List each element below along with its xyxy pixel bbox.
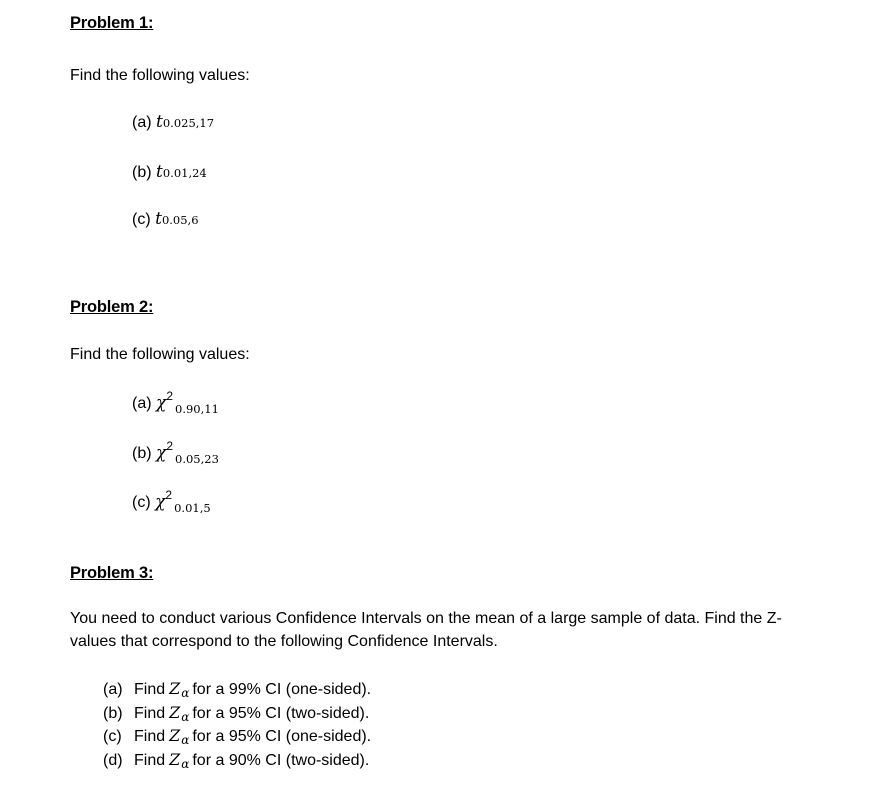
z-alpha — [169, 750, 189, 769]
find-word: Find — [134, 704, 166, 722]
problem1-instruction: Find the following values: — [70, 67, 250, 84]
item-label: (b) — [132, 164, 152, 181]
alpha-subscript: α — [181, 709, 190, 724]
item-label: (a) — [132, 395, 152, 412]
t-symbol: t — [156, 162, 163, 182]
chi-subscript: 0.05,23 — [175, 452, 219, 466]
list-item — [103, 702, 371, 726]
chi-symbol: χ — [156, 443, 167, 463]
problem1-item-c — [132, 209, 199, 229]
problem2-instruction: Find the following values: — [70, 346, 250, 363]
problem1-item-b — [132, 162, 207, 182]
problem1-item-a — [132, 112, 214, 132]
z-symbol: Z — [169, 679, 181, 698]
chi-superscript: 2 — [166, 389, 174, 403]
item-text: for a 90% CI (two-sided). — [192, 751, 370, 769]
find-word: Find — [134, 728, 166, 745]
list-item — [103, 749, 371, 773]
z-alpha — [169, 726, 189, 745]
list-item — [103, 678, 371, 702]
list-item — [103, 725, 371, 749]
chi-subscript: 0.90,11 — [175, 402, 219, 416]
chi-superscript: 2 — [166, 439, 174, 453]
item-label: (a) — [103, 681, 123, 698]
z-alpha — [169, 703, 189, 722]
item-label: (b) — [132, 445, 152, 462]
t-subscript: 0.05,6 — [161, 213, 199, 227]
t-symbol: t — [156, 112, 163, 132]
item-label: (c) — [103, 728, 122, 745]
item-text: for a 95% CI (two-sided). — [192, 704, 370, 722]
item-label: (c) — [132, 211, 151, 228]
problem3-list — [103, 678, 371, 772]
item-label: (d) — [103, 751, 123, 769]
alpha-subscript: α — [181, 756, 190, 771]
item-text: for a 99% CI (one-sided). — [192, 681, 372, 698]
alpha-subscript: α — [181, 686, 190, 700]
item-label: (a) — [132, 114, 152, 131]
problem3-paragraph-line1: You need to conduct various Confidence Intervals on the mean of a large sample of data. Find the Z- — [70, 610, 782, 627]
problem2-item-c — [132, 488, 211, 515]
problem3-paragraph-line2: values that correspond to the following Confidence Intervals. — [70, 633, 498, 650]
alpha-subscript: α — [181, 733, 190, 747]
z-symbol: Z — [169, 702, 181, 722]
z-symbol: Z — [169, 726, 181, 745]
z-alpha — [169, 679, 189, 698]
t-subscript: 0.025,17 — [162, 116, 215, 130]
z-symbol: Z — [169, 749, 181, 769]
chi-superscript: 2 — [165, 488, 173, 502]
find-word: Find — [134, 681, 166, 698]
item-text: for a 95% CI (one-sided). — [192, 728, 372, 745]
problem2-item-b — [132, 439, 219, 466]
problem3-heading: Problem 3: — [70, 564, 154, 582]
find-word: Find — [134, 751, 166, 769]
problem1-heading: Problem 1: — [70, 14, 154, 32]
t-symbol: t — [155, 209, 162, 229]
problem2-heading: Problem 2: — [70, 298, 154, 316]
item-label: (c) — [132, 494, 151, 511]
t-subscript: 0.01,24 — [162, 166, 207, 180]
problem2-item-a — [132, 389, 219, 416]
chi-subscript: 0.01,5 — [174, 501, 211, 515]
chi-symbol: χ — [156, 393, 167, 413]
item-label: (b) — [103, 704, 123, 722]
chi-symbol: χ — [155, 492, 166, 512]
